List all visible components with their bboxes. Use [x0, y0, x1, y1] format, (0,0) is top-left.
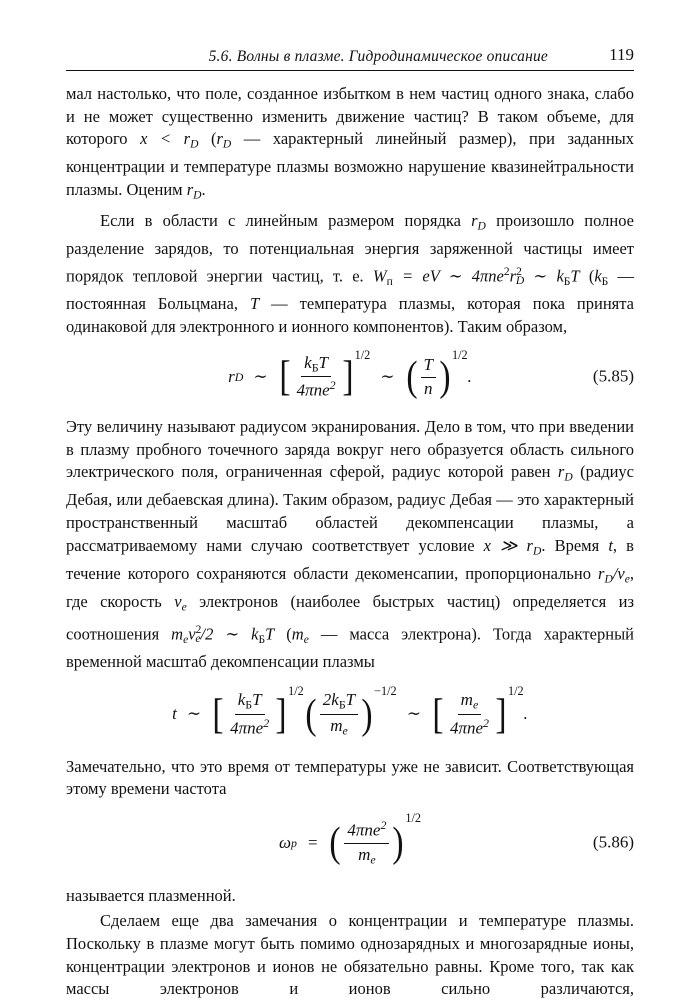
- equation-t: t ∼ [ $\frac{k_БT}{4\pi ne^2}$ ] 1/2 ( $\frac{2k_БT}{m_e}$ ) −1/2 ∼ [ $\frac{m_e}{4\pi ne^2}$ ] 1/2 .: [172, 683, 528, 738]
- paragraph-5: называется плазменной.: [66, 885, 236, 905]
- paragraph-2: Если в области с линейным размером порядка $r_D$ произошло полное разделение зарядов, то потенциальная энергия заряженной частицы имеет порядок тепловой энергии частиц, т. е. $W_п$ = eV ∼ $4\pi ne^2r^2_D$ ∼ $k_БT$ ($k_Б$ — постоянная Больцмана, T — температура плазмы, которая пока принята одинаковой для электронного и ионного компонентов). Таким образом,: [66, 210, 635, 336]
- equation-number: (5.85): [592, 366, 634, 386]
- paragraph-6: Сделаем еще два замечания о концентрации и температуре плазмы. Поскольку в плазме могут быть помимо однозарядных и многозарядные ионы, концентрации электронов и ионов не обязательно равны. Кроме того, так как массы электронов и ионов сильно различаются,: [66, 911, 634, 999]
- page-number: 119: [609, 45, 634, 64]
- paragraph-4: Замечательно, что это время от температуры уже не зависит. Соответствующая этому времени частота: [66, 756, 634, 799]
- paragraph-1: мал настолько, что поле, созданное избытком в нем частиц одного знака, слабо и не может существенно изменить движение частиц? В таком объеме, для которого $x < r_D$ ($r_D$ — характерный линейный размер), при заданных концентрации и температуре плазмы возможно нарушение квазинейтральности плазмы. Оценим $r_D$.: [66, 84, 634, 202]
- running-title: 5.6. Волны в плазме. Гидродинамическое описание: [208, 48, 548, 65]
- equation-5-85: r D ∼ [ $\frac{k_БT}{4\pi ne^2}$ ] 1/2 ∼ ( $\frac{T}{n}$ ) 1/2 . (5.85): [228, 348, 634, 401]
- equation-number: (5.86): [592, 832, 634, 852]
- page-header: [66, 40, 634, 71]
- equation-5-86: ω p = ( $\frac{4\pi ne^2}{m_e}$ ) 1/2 (5.86): [278, 810, 634, 867]
- paragraph-3: Эту величину называют радиусом экранирования. Дело в том, что при введении в плазму пробного точечного заряда вокруг него образуется область сильного электрического поля, ограниченная сферой, радиус которой равен $r_D$ (радиус Дебая, или дебаевская длина). Таким образом, радиус Дебая — это характерный пространственный масштаб областей декомпенсации плазмы, а рассматриваемому нами случаю соответствует условие x ≫ $r_D$. Время t, в течение которого сохраняются области декоменсапии, пропорционально $r_D/v_e$, где скорость $v_e$ электронов (наиболее быстрых частиц) определяется из соотношения $m_ev^2_e/2$ ∼ $k_БT$ ($m_e$ — масса электрона). Тогда характерный временной масштаб декомпенсации плазмы: [66, 417, 635, 672]
- page-body: [66, 83, 634, 1001]
